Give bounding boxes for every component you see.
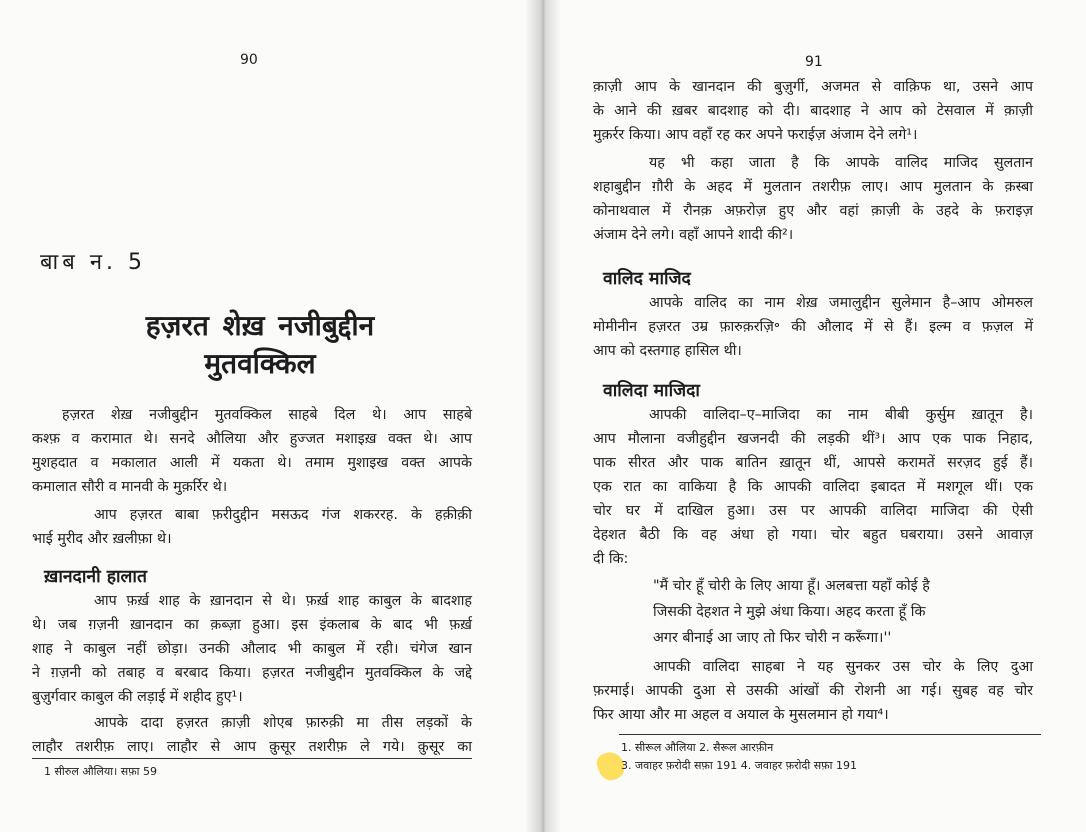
footnote: 3. जवाहर फ़रोदी सफ़ा 191 4. जवाहर फ़रोदी सफ़ा 191 (621, 759, 857, 772)
section-heading-mother: वालिदा माजिदा (603, 381, 700, 401)
text-line: शहाबुद्दीन ग़ौरी के अहद में मुलतान तशरीफ़ लाए। आप मुलतान के क़स्बा (593, 179, 1033, 195)
text-line: आप को दस्तगाह हासिल थी। (593, 343, 742, 359)
section-heading: ख़ानदानी हालात (44, 567, 147, 587)
text-line: कोनाथवाल में रौनक़ अफ़रोज़ हुए और वहां क़ाज़ी के उहदे के फ़राइज़ (593, 203, 1033, 219)
text-line: क़ाज़ी आप के खानदान की बुज़ुर्गी, अजमत से वाक़िफ था, उसने आप (593, 79, 1033, 95)
footnote: 1 सीरुल औलिया। सफ़ा 59 (44, 765, 158, 778)
text-line: के आने की ख़बर बादशाह को दी। बादशाह ने आप को टेसवाल में क़ाज़ी (593, 103, 1033, 119)
text-line: दी कि: (593, 551, 629, 567)
text-line: थे। जब ग़ज़नी ख़ानदान का क़ब्ज़ा हुआ। इस इंकलाब के बाद भी फ़र्ख़ (32, 617, 472, 633)
text-line: मुक़र्रर किया। आप वहाँ रह कर अपने फराईज़ अंजाम देने लगे¹। (593, 127, 918, 143)
text-line: आपके दादा हज़रत क़ाज़ी शोएब फ़ारुक़ी मा तीस लड़कों के (94, 715, 472, 731)
page-number: 91 (805, 54, 823, 70)
text-line: चोर घर में दाखिल हुआ। उस पर आपकी वालिदा माजिदा की ऐसी (593, 503, 1033, 519)
chapter-label: बाब न. 5 (40, 250, 147, 275)
quote-line: जिसकी देहशत ने मुझे अंधा किया। अहद करता हूँ कि (653, 604, 926, 620)
text-line: ने ग़ज़नी को तबाह व बरबाद किया। हज़रत नजीबुद्दीन मुतवक्किल के जद्दे (32, 665, 472, 681)
text-line: बुज़ुर्गवार काबुल की लड़ाई में शहीद हुए¹। (32, 689, 243, 705)
text-line: फ़रमाई। आपकी दुआ से उसकी आंखों की रोशनी आ गई। सुबह वह चोर (593, 683, 1033, 699)
text-line: कमालात सौरी व मानवी के मुक़र्रिर थे। (32, 479, 228, 495)
text-line: कश्फ़ व करामात थे। सनदे औलिया और हुज्जत मशाइख़ वक्त थे। आप (32, 431, 472, 447)
text-line: आपकी वालिदा साहबा ने यह सुनकर उस चोर के लिए दुआ (653, 659, 1033, 675)
text-line: मुशहदात व मकालात आली में यकता थे। तमाम मुशाइख वक्त आपके (32, 455, 472, 471)
text-line: आप मौलाना वजीहुद्दीन खजनदी की लड़की थीं³। आप एक पाक निहाद, (593, 431, 1033, 447)
text-line: पाक सीरत और पाक बातिन ख़ातून थीं, आपसे करामतें सरज़द हुई हैं। (593, 455, 1033, 471)
quote-line: अगर बीनाई आ जाए तो फिर चोरी न करूँगा।'' (653, 630, 892, 646)
right-page (543, 0, 1086, 832)
page-number: 90 (240, 52, 258, 68)
text-line: यह भी कहा जाता है कि आपके वालिद माजिद सुलतान (649, 155, 1033, 171)
footnote: 1. सीरूल औलिया 2. सैरूल आरफ़ीन (621, 741, 774, 754)
section-heading-father: वालिद माजिद (603, 269, 691, 289)
text-line: मोमीनीन हज़रत उम्र फ़ारुक़रज़ि॰ की औलाद में से हैं। इल्म व फ़ज़ल में (593, 319, 1033, 335)
text-line: आपकी वालिदा–ए–माजिदा का नाम बीबी कुर्सुम ख़ातून है। (649, 407, 1033, 423)
text-line: फिर आया और मा अहल व अयाल के मुसलमान हो गया⁴। (593, 707, 889, 723)
footnote-rule (619, 734, 1041, 735)
text-line: आपके वालिद का नाम शेख़ जमालुद्दीन सुलेमान है–आप ओमरुल (649, 295, 1033, 311)
chapter-title-line2: मुतवक्किल (204, 347, 316, 380)
book-gutter-shadow (525, 0, 561, 832)
text-line: अंजाम देने लगे। वहाँ आपने शादी की²। (593, 227, 794, 243)
text-line: देहशत बैठी कि वह अंधा हो गया। चोर बहुत घबराया। उसने आवाज़ (593, 527, 1033, 543)
chapter-title: हज़रत शेख़ नजीबुद्दीन (145, 309, 375, 342)
footnote-rule (32, 758, 472, 759)
text-line: भाई मुरीद और ख़लीफ़ा थे। (32, 531, 172, 547)
quote-line: "मैं चोर हूँ चोरी के लिए आया हूँ। अलबत्ता यहाँ कोई है (653, 578, 930, 594)
text-line: लाहौर तशरीफ़ लाए। लाहौर से आप क़ुसूर तशरीफ़ ले गये। क़ुसूर का (32, 739, 472, 755)
text-line: हज़रत शेख़ नजीबुद्दीन मुतवक्किल साहबे दिल थे। आप साहबे (62, 407, 472, 423)
text-line: आप फ़र्ख़ शाह के ख़ानदान से थे। फ़र्ख़ शाह काबुल के बादशाह (94, 593, 472, 609)
text-line: एक रात का वाकिया है कि आपकी वालिदा इबादत में मशगूल थीं। एक (593, 479, 1033, 495)
text-line: शाह ने काबुल नहीं छोड़ा। उनकी औलाद भी काबुल में रही। चंगेज खान (32, 641, 472, 657)
text-line: आप हज़रत बाबा फ़रीदुद्दीन मसऊद गंज शकररह. के हक़ीक़ी (94, 507, 472, 523)
